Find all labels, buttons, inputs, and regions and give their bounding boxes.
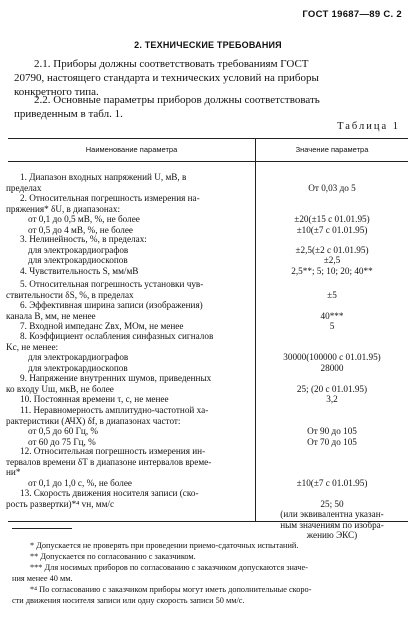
parameter-value-cell	[256, 394, 408, 405]
parameter-name-cell	[20, 321, 254, 332]
parameter-name-line: 13. Скорость движения носителя записи (ско-	[20, 488, 199, 498]
parameter-name-cell	[20, 234, 254, 266]
footnote-rule	[12, 528, 72, 529]
parameter-name-line: от 0,1 до 1,0 с, %, не более	[28, 477, 133, 488]
footnote-line: ** Допускается по согласованию с заказчиком.	[30, 552, 196, 561]
parameter-name-line: 8. Коэффициент ослабления синфазных сигналов	[20, 331, 214, 341]
parameter-name-cell	[6, 446, 254, 488]
parameter-name-cell	[6, 488, 254, 509]
parameter-name-cell	[6, 373, 254, 394]
parameter-value-line: 2,5**; 5; 10; 20; 40**	[291, 266, 373, 276]
parameter-value-line: 25; (20 с 01.01.95)	[296, 383, 368, 394]
parameter-name-line: для электрокардиоскопов	[28, 362, 128, 373]
footnote	[12, 584, 408, 606]
parameter-name-line: рость развертки)*⁴ vн, мм/с	[6, 498, 115, 509]
parameter-value-cell	[256, 321, 408, 332]
parameter-name-line: 9. Напряжение внутренних шумов, приведенных	[20, 373, 212, 383]
parameter-name-line: 12. Относительная погрешность измерения ин-	[20, 446, 206, 456]
parameter-name-line: 1. Диапазон входных напряжений U, мВ, в	[20, 172, 187, 182]
parameter-name-cell	[6, 193, 254, 235]
parameter-name-line: ствительности δS, %, в пределах	[6, 289, 134, 300]
parameter-value-line: ±10(±7 с 01.01.95)	[296, 477, 368, 488]
parameter-value-line	[256, 331, 408, 342]
parameter-value-line: ±2,5	[323, 255, 341, 265]
paragraph-2-2	[14, 93, 400, 121]
footnote-line: ния менее 40 мм.	[12, 574, 73, 583]
parameter-value-line: ±2,5(±2 с 01.01.95)	[295, 244, 369, 255]
parameter-value-line	[256, 342, 408, 353]
parameter-name-line: ко входу Uш, мкВ, не более	[6, 383, 114, 394]
parameter-value-line: 28000	[320, 362, 344, 373]
parameter-value-line	[256, 467, 408, 478]
table-header-value: Значение параметра	[295, 145, 369, 154]
parameter-value-cell	[256, 279, 408, 300]
footnote-line: * Допускается не проверять при проведении приемо-сдаточных испытаний.	[30, 541, 299, 550]
parameter-name-line: тервалов времени δT в диапазоне интервалов време-	[6, 456, 212, 467]
parameter-name-line: для электрокардиографов	[28, 352, 129, 362]
text-line: 2.2. Основные параметры приборов должны соответствовать	[34, 94, 320, 106]
parameter-value-line: (или эквивалентна указан-	[280, 509, 384, 519]
parameter-name-line: 5. Относительная погрешность установки чув-	[20, 279, 204, 289]
table-header-separator	[8, 161, 408, 162]
footnotes	[12, 540, 408, 606]
parameter-name-line: 3. Нелинейность, %, в пределах:	[20, 234, 147, 244]
parameter-name-line: Kс, не менее:	[6, 341, 59, 352]
parameter-value-line: ±20(±15 с 01.01.95)	[294, 214, 370, 224]
parameter-name-line: 7. Входной импеданс Zвх, МОм, не менее	[20, 321, 184, 331]
text-line: конкретного типа.	[14, 86, 99, 98]
parameter-name-cell	[6, 405, 254, 447]
parameter-name-cell	[6, 279, 254, 300]
parameter-name-line: от 0,1 до 0,5 мВ, %, не более	[28, 214, 140, 224]
running-header: ГОСТ 19687—89 С. 2	[302, 9, 402, 20]
parameter-name-line: канала B, мм, не менее	[6, 310, 96, 321]
parameter-value-line	[256, 279, 408, 290]
parameter-name-line: пределах	[6, 182, 42, 193]
parameter-name-line: ни*	[6, 467, 21, 477]
parameter-name-line: для электрокардиографов	[28, 244, 129, 255]
parameter-value-line	[256, 234, 408, 245]
table-caption: Таблица 1	[337, 121, 400, 132]
parameter-value-cell	[256, 266, 408, 277]
parameter-value-line	[256, 300, 408, 311]
footnote-line: *⁴ По согласованию с заказчиком приборы могут иметь дополнительные скоро-	[30, 585, 312, 594]
parameter-value-line	[256, 416, 408, 427]
parameter-value-line	[256, 488, 408, 499]
parameter-name-line: для электрокардиоскопов	[28, 255, 128, 265]
footnote	[12, 562, 408, 584]
text-line: 2.1. Приборы должны соответствовать требованиям ГОСТ	[34, 58, 309, 70]
parameter-value-line: От 90 до 105	[307, 426, 357, 436]
parameter-value-line: От 0,03 до 5	[308, 182, 356, 193]
parameter-value-line: ным значениям по изобра-	[280, 519, 384, 530]
parameter-value-line: 5	[329, 321, 335, 331]
parameter-name-line: 10. Постоянная времени τ, с, не менее	[20, 394, 169, 404]
text-line: приведенным в табл. 1.	[14, 108, 123, 120]
parameter-value-line	[256, 373, 408, 384]
footnote-line: *** Для носимых приборов по согласованию с заказчиком допускаются значе-	[30, 563, 308, 572]
parameter-name-cell	[20, 266, 254, 277]
parameter-value-line	[256, 172, 408, 183]
parameter-value-cell	[256, 331, 408, 373]
parameter-name-cell	[6, 300, 254, 321]
parameter-value-cell	[256, 234, 408, 266]
parameter-name-line: от 60 до 75 Гц, %	[28, 436, 96, 447]
parameter-value-cell	[256, 446, 408, 488]
footnote-line: сти движения носителя записи или одну скорость записи 50 мм/с.	[12, 596, 245, 605]
parameter-value-cell	[256, 193, 408, 235]
parameter-value-cell	[256, 373, 408, 394]
section-title: 2. ТЕХНИЧЕСКИЕ ТРЕБОВАНИЯ	[134, 40, 282, 50]
parameter-name-line: пряжения* δU, в диапазонах:	[6, 203, 121, 214]
table-header-name: Наименование параметра	[85, 145, 178, 154]
parameter-value-line: 25; 50	[320, 498, 344, 509]
parameter-name-line: 6. Эффективная ширина записи (изображения)	[20, 300, 203, 310]
parameter-name-line: от 0,5 до 4 мВ, %, не более	[28, 224, 133, 235]
text-line: 20790, настоящего стандарта и технических условий на приборы	[14, 72, 319, 84]
parameter-value-line	[256, 446, 408, 457]
parameter-value-line	[256, 405, 408, 416]
parameter-value-cell	[256, 300, 408, 321]
parameter-name-line: от 0,5 до 60 Гц, %	[28, 426, 99, 436]
parameter-value-line: От 70 до 105	[307, 436, 357, 447]
parameter-value-line: 40***	[320, 310, 344, 321]
parameter-name-cell	[20, 394, 254, 405]
table-top-border	[8, 138, 408, 139]
footnote	[12, 540, 408, 551]
parameter-name-line: 11. Неравномерность амплитудно-частотной ха-	[20, 405, 209, 415]
parameter-value-line: ±10(±7 с 01.01.95)	[296, 224, 368, 235]
footnote	[12, 551, 408, 562]
parameter-name-line: 2. Относительная погрешность измерения на-	[20, 193, 200, 203]
parameter-value-line: ±5	[327, 289, 337, 300]
parameter-value-cell	[256, 172, 408, 193]
parameter-value-line: 30000(100000 с 01.01.95)	[283, 352, 381, 362]
parameter-value-line: жению ЭКС)	[306, 530, 358, 540]
parameter-value-cell	[256, 405, 408, 447]
parameter-value-line: 3,2	[326, 394, 338, 404]
parameter-name-cell	[6, 172, 254, 193]
parameter-value-line	[256, 457, 408, 468]
parameter-value-line	[256, 193, 408, 204]
parameter-name-line: рактеристики (АЧХ) δf, в диапазонах частот:	[6, 415, 181, 426]
parameter-value-cell	[256, 488, 408, 541]
parameter-value-line	[256, 204, 408, 215]
parameter-name-line: 4. Чувствительность S, мм/мВ	[20, 266, 139, 276]
parameter-name-cell	[6, 331, 254, 373]
